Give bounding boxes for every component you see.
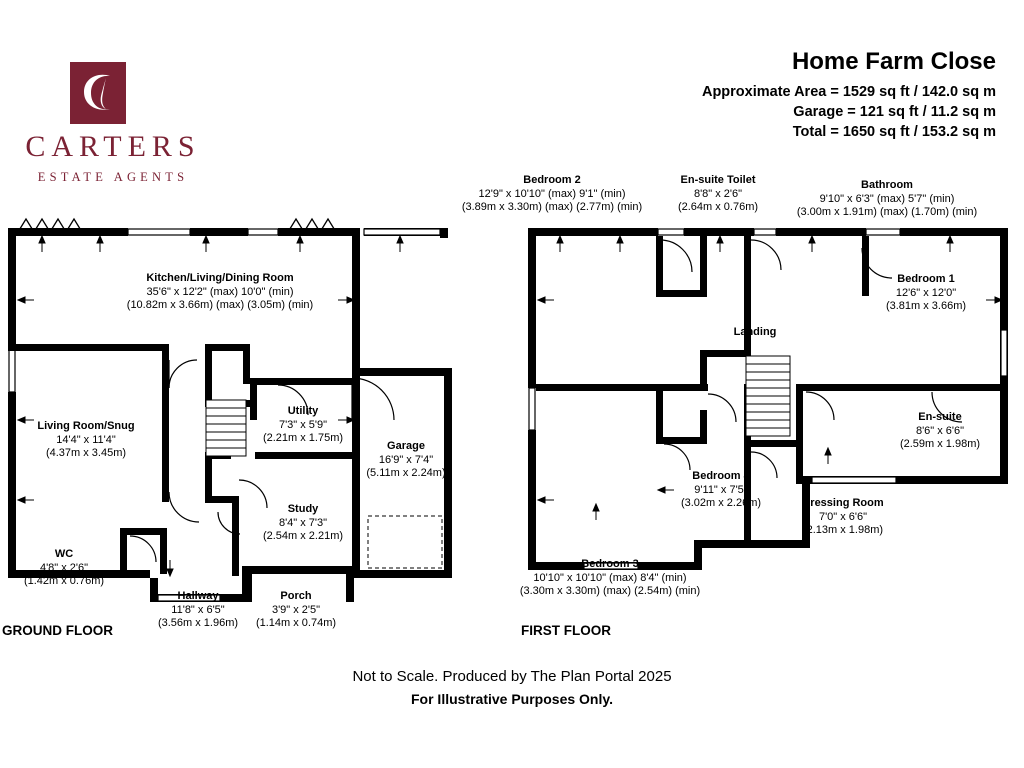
room-label-hallway: Hallway 11'8" x 6'5" (3.56m x 1.96m) (157, 590, 239, 629)
room-label-dressing-room: Dressing Room 7'0" x 6'6" (2.13m x 1.98m) (802, 497, 884, 536)
room-label-study: Study 8'4" x 7'3" (2.54m x 2.21m) (262, 503, 344, 542)
area-line-garage: Garage = 121 sq ft / 11.2 sq m (793, 104, 996, 120)
room-label-wc: WC 4'8" x 2'6" (1.42m x 0.76m) (23, 548, 105, 587)
footer-disclaimer-illustrative: For Illustrative Purposes Only. (410, 691, 613, 707)
footer-disclaimer-producer: Not to Scale. Produced by The Plan Portal 2025 (352, 668, 672, 685)
ground-floor-label: GROUND FLOOR (2, 623, 113, 638)
brand-name: CARTERS (25, 130, 201, 163)
area-line-approx: Approximate Area = 1529 sq ft / 142.0 sq m (701, 84, 996, 100)
room-label-garage: Garage 16'9" x 7'4" (5.11m x 2.24m) (366, 440, 446, 479)
ground-stairs (206, 400, 246, 456)
room-label-landing: Landing (733, 326, 777, 338)
room-label-bedroom-3: Bedroom 3 10'10" x 10'10" (max) 8'4" (min) (3.30m x 3.30m) (max) (2.54m) (min) (519, 558, 701, 597)
room-label-bedroom-1: Bedroom 1 12'6" x 12'0" (3.81m x 3.66m) (885, 273, 967, 312)
brand-subtitle: ESTATE AGENTS (37, 170, 189, 184)
area-line-total: Total = 1650 sq ft / 153.2 sq m (792, 124, 996, 140)
room-label-en-suite: En-suite 8'6" x 6'6" (2.59m x 1.98m) (899, 411, 981, 450)
page-title: Home Farm Close (791, 48, 996, 75)
room-label-kitchen-living-dining: Kitchen/Living/Dining Room 35'6" x 12'2" (max) 10'0" (min) (10.82m x 3.66m) (max) (3.05m) (min) (126, 272, 314, 311)
room-label-porch: Porch 3'9" x 2'5" (1.14m x 0.74m) (255, 590, 337, 629)
first-floor-label: FIRST FLOOR (521, 623, 611, 638)
room-label-bedroom-4: Bedroom 4 9'11" x 7'5" (3.02m x 2.26m) (680, 470, 762, 509)
room-label-bathroom: Bathroom 9'10" x 6'3" (max) 5'7" (min) (3.00m x 1.91m) (max) (1.70m) (min) (796, 179, 978, 218)
first-floor-stairs (746, 356, 790, 436)
footer (0, 668, 1024, 707)
room-label-living-room-snug: Living Room/Snug 14'4" x 11'4" (4.37m x 3.45m) (37, 420, 135, 459)
room-label-bedroom-2: Bedroom 2 12'9" x 10'10" (max) 9'1" (min) (3.89m x 3.30m) (max) (2.77m) (min) (461, 174, 643, 213)
room-label-utility: Utility 7'3" x 5'9" (2.21m x 1.75m) (262, 405, 344, 444)
room-label-en-suite-toilet: En-suite Toilet 8'8" x 2'6" (2.64m x 0.76m) (677, 174, 759, 213)
